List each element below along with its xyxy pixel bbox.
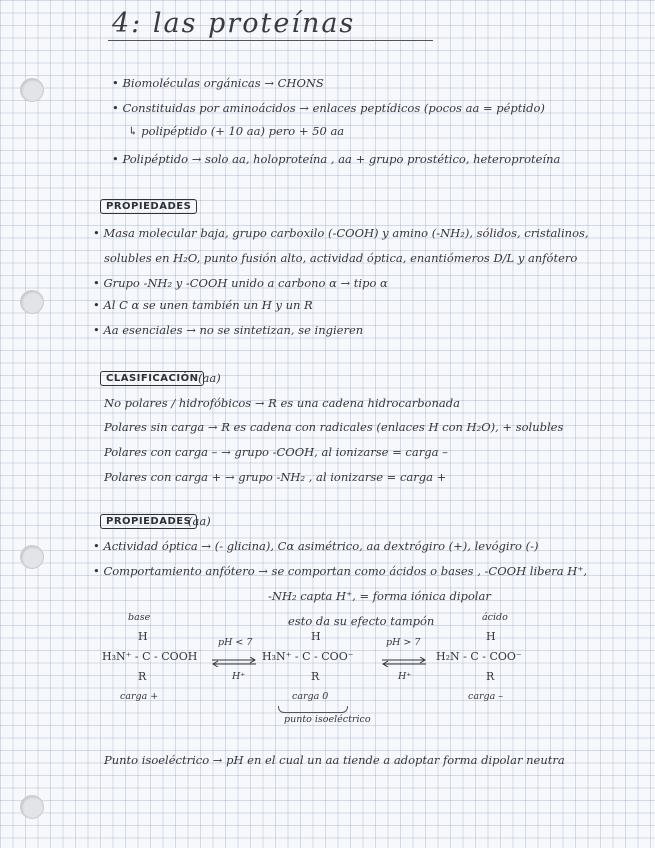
arrow2-label-top: pH > 7 xyxy=(386,637,421,648)
base-label: base xyxy=(128,612,151,623)
intro-line: ↳ polipéptido (+ 10 aa) pero + 50 aa xyxy=(128,124,345,138)
section-heading-suffix: (aa) xyxy=(198,371,221,385)
h-top-right: H xyxy=(486,630,496,643)
section-heading-propiedades: PROPIEDADES xyxy=(100,199,197,214)
intro-line: • Biomoléculas orgánicas → CHONS xyxy=(112,76,324,90)
binder-hole xyxy=(20,290,44,314)
propiedades-aa-line: • Actividad óptica → (- glicina), Cα asimétrico, aa dextrógiro (+), levógiro (-) xyxy=(93,539,539,553)
propiedades-aa-line: -NH₂ capta H⁺, = forma iónica dipolar xyxy=(268,589,491,603)
h-top-mid: H xyxy=(311,630,321,643)
arrow2-label-bottom: H⁺ xyxy=(398,671,412,682)
r-bottom-right: R xyxy=(486,670,495,683)
equilibrium-arrow-2 xyxy=(380,652,428,662)
intro-line: • Polipéptido → solo aa, holoproteína , aa + grupo prostético, heteroproteína xyxy=(112,152,561,166)
arrow1-label-top: pH < 7 xyxy=(218,637,253,648)
charge-mid: carga 0 xyxy=(292,691,329,702)
title-underline xyxy=(108,40,433,41)
r-bottom-mid: R xyxy=(311,670,320,683)
final-line: Punto isoeléctrico → pH en el cual un aa tiende a adoptar forma dipolar neutra xyxy=(104,753,565,767)
binder-hole xyxy=(20,795,44,819)
propiedades-aa-line: esto da su efecto tampón xyxy=(288,614,435,628)
charge-right: carga – xyxy=(468,691,504,702)
arrow1-label-bottom: H⁺ xyxy=(232,671,246,682)
propiedades-line: • Aa esenciales → no se sintetizan, se ingieren xyxy=(93,323,364,337)
formula-right: H₂N - C - COO⁻ xyxy=(436,650,522,663)
isoelectric-bracket xyxy=(278,706,348,713)
propiedades-line: • Grupo -NH₂ y -COOH unido a carbono α → tipo α xyxy=(93,276,388,290)
section-heading-suffix: (aa) xyxy=(188,514,211,528)
formula-left: H₃N⁺ - C - COOH xyxy=(102,650,198,663)
h-top-left: H xyxy=(138,630,148,643)
clasificacion-line: Polares sin carga → R es cadena con radicales (enlaces H con H₂O), + solubles xyxy=(104,420,564,434)
section-heading-propiedades-aa: PROPIEDADES xyxy=(100,514,197,529)
equilibrium-arrow-1 xyxy=(210,652,258,662)
propiedades-line: • Masa molecular baja, grupo carboxilo (-COOH) y amino (-NH₂), sólidos, cristalinos, xyxy=(93,226,589,240)
clasificacion-line: Polares con carga – → grupo -COOH, al ionizarse = carga – xyxy=(104,445,448,459)
binder-hole xyxy=(20,78,44,102)
acid-label: ácido xyxy=(482,612,508,623)
binder-hole xyxy=(20,545,44,569)
clasificacion-line: No polares / hidrofóbicos → R es una cadena hidrocarbonada xyxy=(104,396,460,410)
propiedades-aa-line: • Comportamiento anfótero → se comportan como ácidos o bases , -COOH libera H⁺, xyxy=(93,564,588,578)
formula-mid: H₃N⁺ - C - COO⁻ xyxy=(262,650,354,663)
section-heading-clasificacion: CLASIFICACIÓN xyxy=(100,371,204,386)
propiedades-line: solubles en H₂O, punto fusión alto, actividad óptica, enantiómeros D/L y anfótero xyxy=(104,251,578,265)
page-title: 4: las proteínas xyxy=(112,8,356,39)
intro-line: • Constituidas por aminoácidos → enlaces peptídicos (pocos aa = péptido) xyxy=(112,101,545,115)
isoelectric-label: punto isoeléctrico xyxy=(284,714,371,725)
r-bottom-left: R xyxy=(138,670,147,683)
clasificacion-line: Polares con carga + → grupo -NH₂ , al ionizarse = carga + xyxy=(104,470,447,484)
charge-left: carga + xyxy=(120,691,159,702)
propiedades-line: • Al C α se unen también un H y un R xyxy=(93,298,313,312)
